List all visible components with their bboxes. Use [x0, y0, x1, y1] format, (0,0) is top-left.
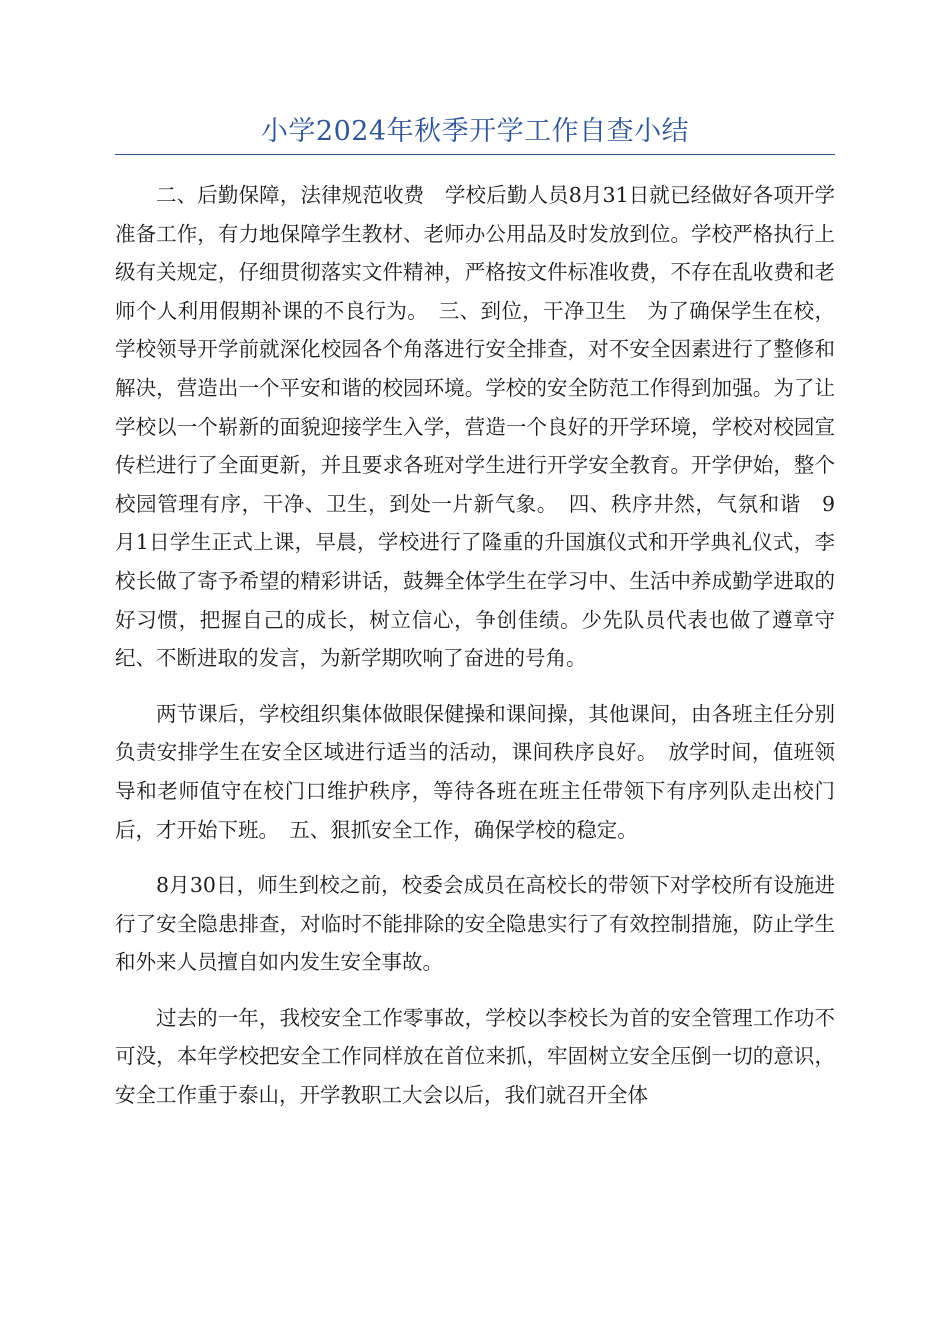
paragraph: 二、后勤保障，法律规范收费 学校后勤人员8月31日就已经做好各项开学准备工作，有力地保障学生教材、老师办公用品及时发放到位。学校严格执行上级有关规定，仔细贯彻落实文件精神，严格按文件标准收费，不存在乱收费和老师个人利用假期补课的不良行为。 三、到位，干净卫生 为了确保学生在校，学校领导开学前就深化校园各个角落进行安全排查，对不安全因素进行了整修和解决，营造出一个平安和谐的校园环境。学校的安全防范工作得到加强。为了让学校以一个崭新的面貌迎接学生入学，营造一个良好的开学环境，学校对校园宣传栏进行了全面更新，并且要求各班对学生进行开学安全教育。开学伊始，整个校园管理有序，干净、卫生，到处一片新气象。 四、秩序井然，气氛和谐 9月1日学生正式上课，早晨，学校进行了隆重的升国旗仪式和开学典礼仪式，李校长做了寄予希望的精彩讲话，鼓舞全体学生在学习中、生活中养成勤学进取的好习惯，把握自己的成长，树立信心，争创佳绩。少先队员代表也做了遵章守纪、不断进取的发言，为新学期吹响了奋进的号角。: [115, 183, 835, 671]
paragraph: 8月30日，师生到校之前，校委会成员在高校长的带领下对学校所有设施进行了安全隐患排查，对临时不能排除的安全隐患实行了有效控制措施，防止学生和外来人员擅自如内发生安全事故。: [115, 873, 835, 975]
document-title: 小学2024年秋季开学工作自查小结: [260, 116, 690, 147]
paragraph: 两节课后，学校组织集体做眼保健操和课间操，其他课间，由各班主任分别负责安排学生在安全区域进行适当的活动，课间秩序良好。 放学时间，值班领导和老师值守在校门口维护秩序，等待各班在班主任带领下有序列队走出校门后，才开始下班。 五、狠抓安全工作，确保学校的稳定。: [115, 701, 835, 842]
document-body: [115, 176, 835, 1132]
title-underline: [115, 154, 835, 155]
paragraph: 过去的一年，我校安全工作零事故，学校以李校长为首的安全管理工作功不可没，本年学校把安全工作同样放在首位来抓，牢固树立安全压倒一切的意识，安全工作重于泰山，开学教职工大会以后，我们就召开全体: [115, 1005, 835, 1108]
